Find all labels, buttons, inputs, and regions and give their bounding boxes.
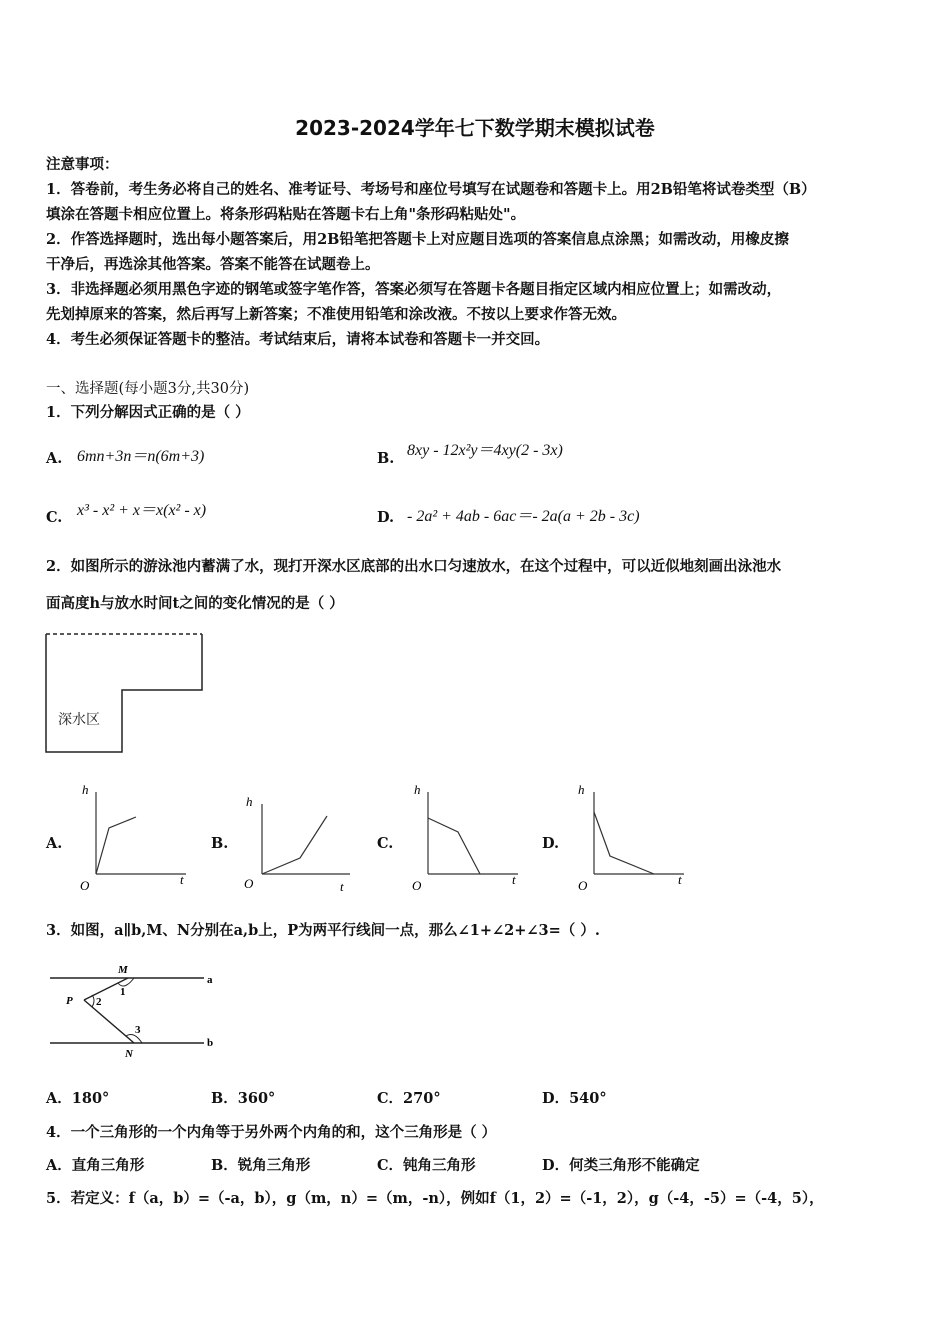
q2-option-c-label: C.: [377, 835, 394, 852]
q5-stem: 5．若定义：f（a，b）=（-a，b），g（m，n）=（m，-n），例如f（1，2）=（-1，2），g（-4，-5）=（-4，5），: [46, 1190, 824, 1207]
q2-stem-line2: 面高度h与放水时间t之间的变化情况的是（ ）: [46, 595, 344, 612]
parallel-lines-diagram: [44, 957, 234, 1065]
point-m-label: M: [118, 964, 128, 976]
graph-line: [96, 817, 136, 874]
q3-option-a: A．180°: [46, 1090, 110, 1107]
q1-stem: 1．下列分解因式正确的是（ ）: [46, 404, 250, 421]
notice-line: 填涂在答题卡相应位置上。将条形码粘贴在答题卡右上角"条形码粘贴处"。: [46, 206, 526, 223]
axis-t-label: t: [512, 872, 516, 887]
q2-graph-d: [574, 778, 694, 896]
q2-stem-line1: 2．如图所示的游泳池内蓄满了水，现打开深水区底部的出水口匀速放水，在这个过程中，可以近似地刻画出泳池水: [46, 558, 782, 575]
graph-line: [262, 816, 327, 874]
q2-graph-b: [242, 790, 362, 896]
notice-line: 2．作答选择题时，选出每小题答案后，用2B铅笔把答题卡上对应题目选项的答案信息点涂黑；如需改动，用橡皮擦: [46, 231, 789, 248]
line-b-label: b: [207, 1037, 214, 1049]
notice-line: 4．考生必须保证答题卡的整洁。考试结束后，请将本试卷和答题卡一并交回。: [46, 331, 550, 348]
q2-graph-a: [76, 778, 196, 896]
point-p-label: P: [66, 995, 73, 1007]
q3-option-b: B．360°: [211, 1090, 276, 1107]
q2-option-d-label: D.: [542, 835, 560, 852]
q1-option-b-label: B.: [377, 450, 395, 467]
q4-stem: 4．一个三角形的一个内角等于另外两个内角的和，这个三角形是（ ）: [46, 1124, 497, 1141]
origin-label: O: [244, 876, 254, 891]
axis-h-label: h: [414, 782, 421, 797]
notice-line: 干净后，再选涂其他答案。答案不能答在试题卷上。: [46, 256, 380, 273]
origin-label: O: [80, 878, 90, 893]
notice-line: 1．答卷前，考生务必将自己的姓名、准考证号、考场号和座位号填写在试题卷和答题卡上。用2B铅笔将试卷类型（B）: [46, 181, 816, 198]
pool-label: 深水区: [58, 713, 100, 728]
axis-t-label: t: [180, 872, 184, 887]
notice-heading: 注意事项：: [46, 156, 119, 173]
q4-option-d: D．何类三角形不能确定: [542, 1157, 700, 1174]
q3-stem: 3．如图，a∥b,M、N分别在a,b上，P为两平行线间一点，那么∠1+∠2+∠3=（ ）.: [46, 922, 600, 939]
q3-option-c: C．270°: [377, 1090, 441, 1107]
q1-option-d-label: D.: [377, 509, 395, 526]
q1-option-c-label: C.: [46, 509, 63, 526]
origin-label: O: [412, 878, 422, 893]
q1-option-a-expr: 6mn+3n＝n(6m+3): [77, 448, 205, 465]
q3-option-d: D．540°: [542, 1090, 607, 1107]
axis-t-label: t: [340, 879, 344, 894]
q2-option-b-label: B.: [211, 835, 229, 852]
graph-line: [428, 818, 480, 874]
line-a-label: a: [207, 974, 213, 986]
page-title: 2023-2024学年七下数学期末模拟试卷: [295, 116, 655, 140]
q1-option-c-expr: x³ - x² + x＝x(x² - x): [77, 502, 207, 519]
pool-diagram: [40, 628, 210, 758]
axis-h-label: h: [246, 794, 253, 809]
q1-option-b-expr: 8xy - 12x²y＝4xy(2 - 3x): [407, 442, 563, 459]
q2-option-a-label: A.: [46, 835, 63, 852]
axis-t-label: t: [678, 872, 682, 887]
q4-option-c: C．钝角三角形: [377, 1157, 476, 1174]
q1-option-d-expr: - 2a² + 4ab - 6ac＝- 2a(a + 2b - 3c): [407, 508, 640, 525]
q4-option-b: B．锐角三角形: [211, 1157, 311, 1174]
axis-h-label: h: [82, 782, 89, 797]
origin-label: O: [578, 878, 588, 893]
q1-option-a-label: A.: [46, 450, 63, 467]
q4-option-a: A．直角三角形: [46, 1157, 145, 1174]
angle-2-label: 2: [96, 996, 102, 1008]
axis-h-label: h: [578, 782, 585, 797]
notice-line: 先划掉原来的答案，然后再写上新答案；不准使用铅笔和涂改液。不按以上要求作答无效。: [46, 306, 626, 323]
notice-line: 3．非选择题必须用黑色字迹的钢笔或签字笔作答，答案必须写在答题卡各题目指定区域内相应位置上；如需改动，: [46, 281, 782, 298]
q2-graph-c: [408, 778, 528, 896]
angle-1-label: 1: [120, 986, 126, 998]
graph-line: [594, 812, 654, 874]
section-heading: 一、选择题(每小题3分,共30分): [46, 381, 250, 397]
angle-3-label: 3: [135, 1024, 141, 1036]
point-n-label: N: [125, 1048, 133, 1060]
